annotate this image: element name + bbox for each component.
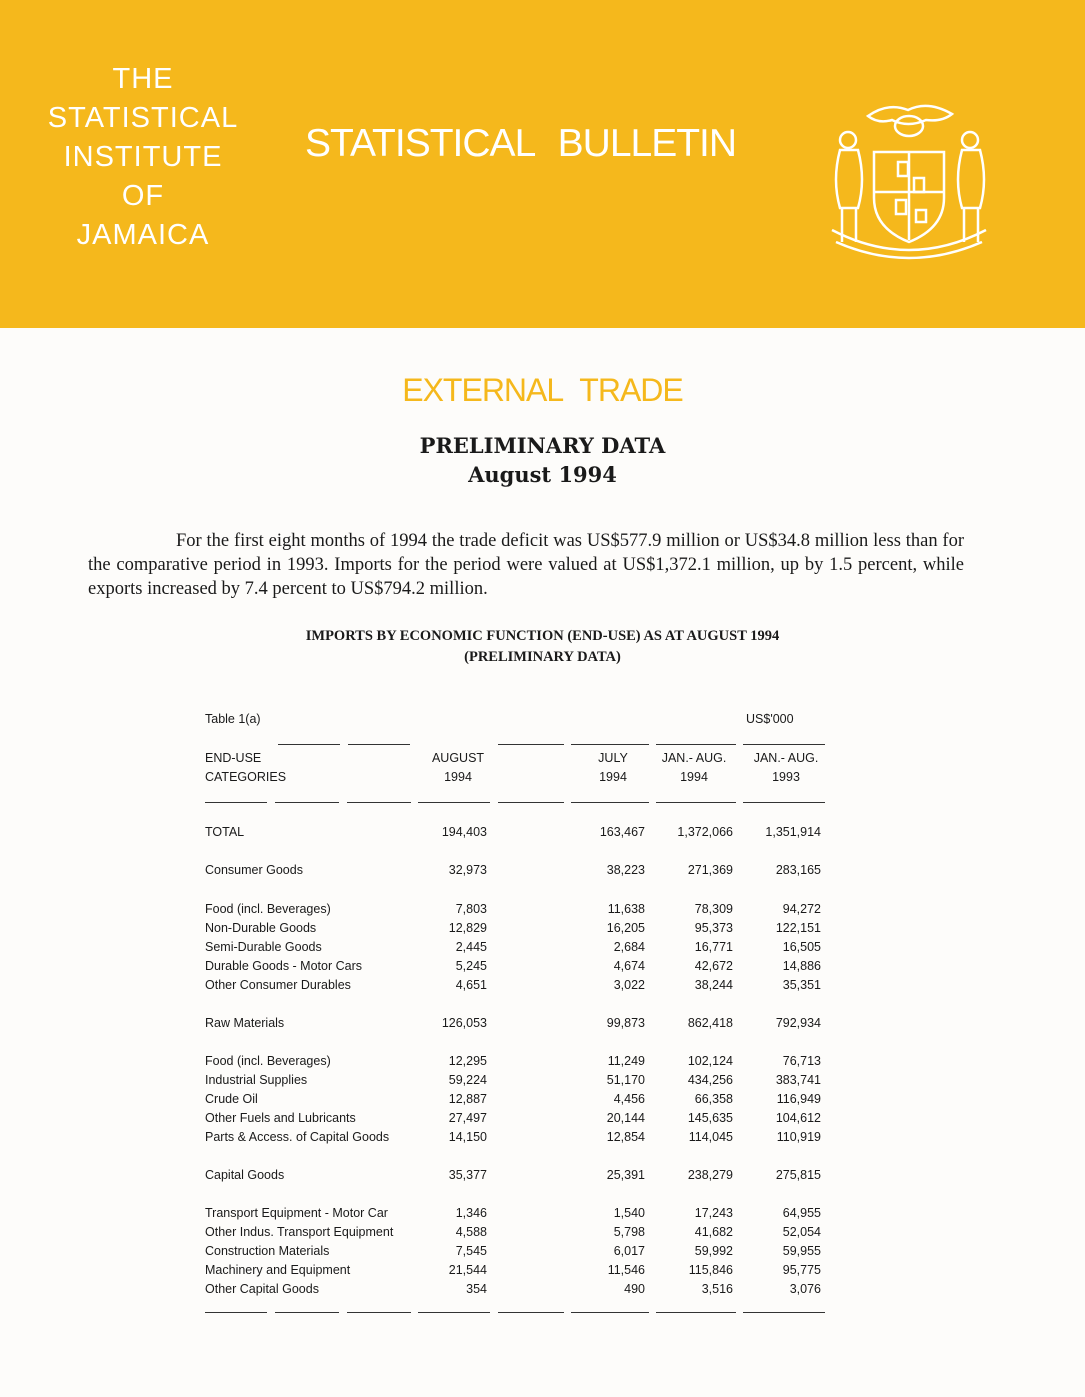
cell-jan-aug-1993: 275,815 bbox=[775, 1168, 821, 1182]
cell-august: 126,053 bbox=[441, 1016, 487, 1030]
header-text: 1994 bbox=[599, 770, 627, 784]
rule bbox=[275, 802, 339, 803]
rule bbox=[571, 802, 649, 803]
table-row bbox=[0, 1130, 1085, 1148]
table-row bbox=[0, 1073, 1085, 1091]
row-label: Crude Oil bbox=[205, 1092, 258, 1106]
table-row bbox=[0, 1016, 1085, 1034]
table-row bbox=[0, 1168, 1085, 1186]
header-text: JULY bbox=[598, 751, 628, 765]
cell-july: 2,684 bbox=[613, 940, 645, 954]
header-jan-aug-1993 bbox=[746, 749, 826, 787]
cell-august: 1,346 bbox=[455, 1206, 487, 1220]
cell-jan-aug-1993: 1,351,914 bbox=[765, 825, 821, 839]
header-text: AUGUST bbox=[431, 751, 485, 765]
cell-jan-aug-1993: 3,076 bbox=[789, 1282, 821, 1296]
row-label: Parts & Access. of Capital Goods bbox=[205, 1130, 390, 1144]
cell-jan-aug-1993: 383,741 bbox=[775, 1073, 821, 1087]
header-text: 1993 bbox=[772, 770, 800, 784]
header-categories bbox=[205, 749, 286, 787]
cell-jan-aug-1993: 122,151 bbox=[775, 921, 821, 935]
institute-name bbox=[28, 60, 258, 255]
cell-august: 12,887 bbox=[448, 1092, 487, 1106]
table-row bbox=[0, 959, 1085, 977]
row-label: Machinery and Equipment bbox=[205, 1263, 351, 1277]
rule bbox=[571, 1312, 649, 1313]
cell-august: 32,973 bbox=[448, 863, 487, 877]
cell-july: 11,249 bbox=[607, 1054, 645, 1068]
cell-jan-aug-1993: 14,886 bbox=[782, 959, 821, 973]
cell-august: 35,377 bbox=[448, 1168, 487, 1182]
cell-august: 12,829 bbox=[448, 921, 487, 935]
table-row bbox=[0, 1263, 1085, 1281]
table-row bbox=[0, 825, 1085, 843]
row-label: Non-Durable Goods bbox=[205, 921, 317, 935]
rule bbox=[348, 744, 410, 745]
table-title-line: (PRELIMINARY DATA) bbox=[464, 649, 621, 665]
rule bbox=[498, 1312, 564, 1313]
cell-august: 59,224 bbox=[448, 1073, 487, 1087]
table-row bbox=[0, 1054, 1085, 1072]
header-banner bbox=[0, 0, 1085, 328]
table-row bbox=[0, 902, 1085, 920]
cell-july: 1,540 bbox=[613, 1206, 645, 1220]
header-text: 1994 bbox=[444, 770, 472, 784]
cell-jan-aug-1994: 3,516 bbox=[701, 1282, 733, 1296]
rule bbox=[205, 1312, 267, 1313]
institute-line: OF bbox=[121, 180, 165, 212]
cell-jan-aug-1994: 59,992 bbox=[694, 1244, 733, 1258]
cell-july: 6,017 bbox=[613, 1244, 645, 1258]
cell-jan-aug-1993: 16,505 bbox=[782, 940, 821, 954]
row-label: Food (incl. Beverages) bbox=[205, 902, 331, 916]
cell-july: 4,674 bbox=[613, 959, 645, 973]
rule bbox=[571, 744, 649, 745]
cell-august: 354 bbox=[466, 1282, 487, 1296]
row-label: Raw Materials bbox=[205, 1016, 285, 1030]
rule bbox=[275, 1312, 339, 1313]
row-label: Durable Goods - Motor Cars bbox=[205, 959, 363, 973]
cell-august: 4,588 bbox=[455, 1225, 487, 1239]
cell-jan-aug-1994: 115,846 bbox=[688, 1263, 733, 1277]
cell-jan-aug-1993: 76,713 bbox=[782, 1054, 821, 1068]
row-label: Other Fuels and Lubricants bbox=[205, 1111, 356, 1125]
row-label: TOTAL bbox=[205, 825, 245, 839]
header-text: CATEGORIES bbox=[205, 770, 287, 784]
cell-jan-aug-1993: 792,934 bbox=[775, 1016, 821, 1030]
table-row bbox=[0, 1111, 1085, 1129]
rule bbox=[743, 802, 825, 803]
cell-july: 4,456 bbox=[613, 1092, 645, 1106]
cell-jan-aug-1994: 434,256 bbox=[687, 1073, 733, 1087]
rule bbox=[656, 802, 736, 803]
cell-jan-aug-1993: 110,919 bbox=[776, 1130, 821, 1144]
rule bbox=[743, 744, 825, 745]
cell-jan-aug-1994: 17,243 bbox=[694, 1206, 733, 1220]
table-title-line: IMPORTS BY ECONOMIC FUNCTION (END-USE) AS AT AUGUST 1994 bbox=[305, 628, 780, 644]
cell-july: 163,467 bbox=[599, 825, 645, 839]
table-label: Table 1(a) bbox=[205, 712, 261, 726]
table-row bbox=[0, 921, 1085, 939]
rule bbox=[656, 744, 736, 745]
cell-jan-aug-1994: 41,682 bbox=[694, 1225, 733, 1239]
row-label: Other Capital Goods bbox=[205, 1282, 319, 1296]
row-label: Transport Equipment - Motor Car bbox=[205, 1206, 388, 1220]
institute-line: JAMAICA bbox=[76, 219, 210, 251]
cell-jan-aug-1993: 116,949 bbox=[776, 1092, 821, 1106]
header-text: JAN.- AUG. bbox=[753, 751, 819, 765]
cell-jan-aug-1994: 102,124 bbox=[687, 1054, 733, 1068]
cell-jan-aug-1993: 52,054 bbox=[782, 1225, 821, 1239]
row-label: Other Indus. Transport Equipment bbox=[205, 1225, 394, 1239]
cell-july: 16,205 bbox=[606, 921, 645, 935]
cell-july: 51,170 bbox=[606, 1073, 645, 1087]
cell-july: 490 bbox=[624, 1282, 645, 1296]
row-label: Consumer Goods bbox=[205, 863, 303, 877]
header-july bbox=[578, 749, 648, 787]
cell-august: 7,545 bbox=[455, 1244, 487, 1258]
cell-july: 38,223 bbox=[606, 863, 645, 877]
cell-jan-aug-1994: 95,373 bbox=[694, 921, 733, 935]
cell-jan-aug-1993: 59,955 bbox=[782, 1244, 821, 1258]
cell-july: 12,854 bbox=[606, 1130, 645, 1144]
cell-august: 27,497 bbox=[448, 1111, 487, 1125]
cell-jan-aug-1994: 862,418 bbox=[687, 1016, 733, 1030]
cell-august: 7,803 bbox=[455, 902, 487, 916]
rule bbox=[656, 1312, 736, 1313]
header-text: 1994 bbox=[680, 770, 708, 784]
cell-jan-aug-1994: 114,045 bbox=[688, 1130, 733, 1144]
cell-jan-aug-1993: 95,775 bbox=[782, 1263, 821, 1277]
rule bbox=[278, 744, 340, 745]
cell-jan-aug-1994: 16,771 bbox=[694, 940, 733, 954]
cell-jan-aug-1994: 42,672 bbox=[694, 959, 733, 973]
cell-august: 12,295 bbox=[448, 1054, 487, 1068]
institute-line: STATISTICAL bbox=[47, 102, 239, 134]
cell-august: 4,651 bbox=[455, 978, 487, 992]
cell-july: 25,391 bbox=[606, 1168, 645, 1182]
cell-jan-aug-1994: 66,358 bbox=[694, 1092, 733, 1106]
cell-jan-aug-1994: 238,279 bbox=[687, 1168, 733, 1182]
cell-jan-aug-1994: 145,635 bbox=[687, 1111, 733, 1125]
cell-jan-aug-1993: 35,351 bbox=[782, 978, 821, 992]
cell-july: 20,144 bbox=[606, 1111, 645, 1125]
rule bbox=[347, 1312, 411, 1313]
row-label: Construction Materials bbox=[205, 1244, 330, 1258]
institute-line: INSTITUTE bbox=[63, 141, 223, 173]
cell-july: 11,546 bbox=[607, 1263, 645, 1277]
rule bbox=[418, 1312, 490, 1313]
cell-july: 99,873 bbox=[606, 1016, 645, 1030]
section-title: EXTERNAL TRADE bbox=[402, 372, 683, 408]
header-text: JAN.- AUG. bbox=[661, 751, 727, 765]
rule bbox=[498, 744, 564, 745]
intro-paragraph: For the first eight months of 1994 the trade deficit was US$577.9 million or US$34.8 million less than for the comparative period in 1993. Imports for the period were valued at US$1,372.1 million, up by 1.5 percent, while exports increased by 7.4 percent to US$794.2 million. bbox=[88, 531, 964, 599]
cell-jan-aug-1993: 283,165 bbox=[775, 863, 821, 877]
cell-july: 11,638 bbox=[607, 902, 645, 916]
table-row bbox=[0, 940, 1085, 958]
rule bbox=[743, 1312, 825, 1313]
table-title bbox=[0, 626, 1085, 668]
bulletin-title: STATISTICAL BULLETIN bbox=[305, 122, 737, 165]
cell-july: 3,022 bbox=[613, 978, 645, 992]
row-label: Semi-Durable Goods bbox=[205, 940, 322, 954]
header-august bbox=[420, 749, 496, 787]
cell-jan-aug-1994: 38,244 bbox=[694, 978, 733, 992]
table-row bbox=[0, 1244, 1085, 1262]
row-label: Food (incl. Beverages) bbox=[205, 1054, 331, 1068]
cell-jan-aug-1993: 94,272 bbox=[782, 902, 821, 916]
row-label: Other Consumer Durables bbox=[205, 978, 351, 992]
cell-july: 5,798 bbox=[613, 1225, 645, 1239]
cell-august: 5,245 bbox=[455, 959, 487, 973]
header-text: END-USE bbox=[205, 751, 262, 765]
table-row bbox=[0, 863, 1085, 881]
rule bbox=[418, 802, 490, 803]
table-row bbox=[0, 1225, 1085, 1243]
cell-jan-aug-1993: 64,955 bbox=[782, 1206, 821, 1220]
cell-august: 2,445 bbox=[455, 940, 487, 954]
cell-jan-aug-1994: 78,309 bbox=[694, 902, 733, 916]
institute-line: THE bbox=[112, 63, 174, 95]
table-row bbox=[0, 978, 1085, 996]
period-heading: August 1994 bbox=[468, 462, 617, 487]
jamaica-coat-of-arms-icon bbox=[818, 88, 1000, 264]
rule bbox=[347, 802, 411, 803]
cell-jan-aug-1994: 271,369 bbox=[687, 863, 733, 877]
rule bbox=[498, 802, 564, 803]
cell-jan-aug-1994: 1,372,066 bbox=[677, 825, 733, 839]
cell-august: 21,544 bbox=[448, 1263, 487, 1277]
table-row bbox=[0, 1282, 1085, 1300]
rule bbox=[205, 802, 267, 803]
table-row bbox=[0, 1206, 1085, 1224]
cell-august: 194,403 bbox=[441, 825, 487, 839]
preliminary-data-heading: PRELIMINARY DATA bbox=[419, 433, 666, 458]
cell-august: 14,150 bbox=[448, 1130, 487, 1144]
row-label: Industrial Supplies bbox=[205, 1073, 308, 1087]
section-subtitle bbox=[0, 431, 1085, 489]
table-unit: US$'000 bbox=[746, 712, 794, 726]
header-jan-aug-1994 bbox=[654, 749, 734, 787]
row-label: Capital Goods bbox=[205, 1168, 285, 1182]
table-row bbox=[0, 1092, 1085, 1110]
cell-jan-aug-1993: 104,612 bbox=[775, 1111, 821, 1125]
